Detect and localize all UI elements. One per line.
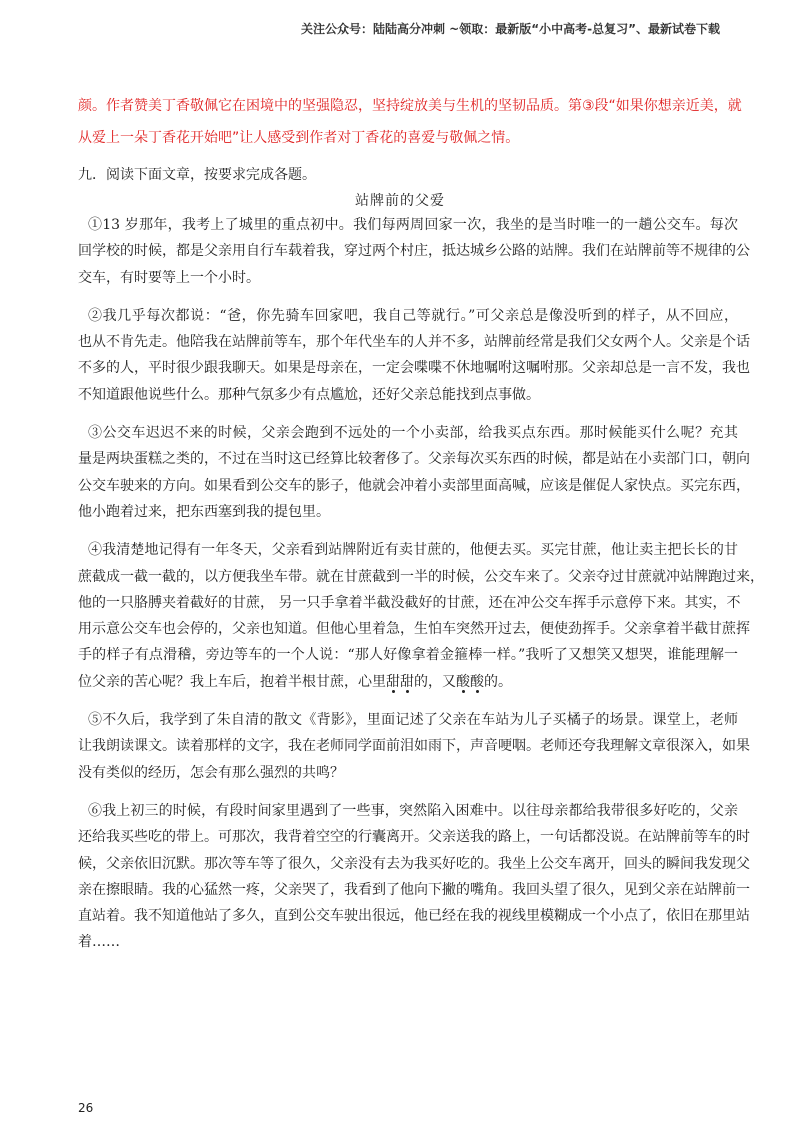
paragraph-line: 蔗截成一截一截的，以方便我坐车带。就在甘蔗截到一半的时候，公交车来了。父亲夺过甘蔗就冲站牌跑过来， <box>78 568 764 585</box>
emphasis-char: 甜 <box>386 673 400 690</box>
article-title: 站牌前的父爱 <box>355 193 445 209</box>
paragraph-line: 还给我买些吃的带上。可那次，我背着空空的行囊离开。父亲送我的路上，一句话都没说。在站牌前等车的时 <box>78 829 750 846</box>
emphasis-char: 酸 <box>470 673 484 690</box>
paragraph-line: 他小跑着过来，把东西塞到我的提包里。 <box>78 503 330 520</box>
paragraph-1 <box>78 212 750 291</box>
paragraph-5 <box>78 707 750 786</box>
paragraph-line: ④我清楚地记得有一年冬天，父亲看到站牌附近有卖甘蔗的，他便去买。买完甘蔗，他让卖主把长长的甘 <box>88 542 738 559</box>
paragraph-line: 着…… <box>78 934 120 951</box>
paragraph-2 <box>78 303 750 408</box>
paragraph-line-with-dots <box>78 669 738 695</box>
question-title: 九．阅读下面文章，按要求完成各题。 <box>78 167 316 183</box>
emphasis-char: 甜 <box>400 673 414 690</box>
paragraph-line: 手的样子有点滑稽，旁边等车的一个人说：“那人好像拿着金箍棒一样。”我听了又想笑又想哭，谁能理解一 <box>78 647 738 664</box>
paragraph-line: 交车，有时要等上一个小时。 <box>78 269 260 286</box>
paragraph-line: 量是两块蛋糕之类的，不过在当时这已经算比较奢侈了。父亲每次买东西的时候，都是站在小卖部门口，朝向 <box>78 451 750 468</box>
paragraph-4 <box>78 537 764 695</box>
paragraph-line: 也从不肯先走。他陪我在站牌前等车，那个年代坐车的人并不多，站牌前经常是我们父女两个人。父亲是个话 <box>78 334 750 351</box>
paragraph-line: 亲在擦眼睛。我的心猛然一疼，父亲哭了，我看到了他向下撇的嘴角。我回头望了很久，见到父亲在站牌前一 <box>78 881 750 898</box>
paragraph-line: 不知道跟他说些什么。那种气氛多少有点尴尬，还好父亲总能找到点事做。 <box>78 386 540 403</box>
paragraph-line: 直站着。我不知道他站了多久，直到公交车驶出很远，他已经在我的视线里模糊成一个小点了，依旧在那里站 <box>78 908 750 925</box>
paragraph-line: ③公交车迟迟不来的时候，父亲会跑到不远处的一个小卖部，给我买点东西。那时候能买什么呢？充其 <box>88 425 738 442</box>
page-header: 关注公众号：陆陆高分冲刺 ~领取：最新版“小中高考-总复习”、最新试卷下载 <box>301 22 720 36</box>
paragraph-line: ⑥我上初三的时候，有段时间家里遇到了一些事，突然陷入困难中。以往母亲都给我带很多好吃的，父亲 <box>88 802 738 819</box>
paragraph-text: 的，又 <box>414 673 456 690</box>
paragraph-line: 候，父亲依旧沉默。那次等车等了很久，父亲没有去为我买好吃的。我坐上公交车离开，回头的瞬间我发现父 <box>78 855 750 872</box>
emphasis-char: 酸 <box>456 673 470 690</box>
paragraph-line: 让我朗读课文。读着那样的文字，我在老师同学面前泪如雨下，声音哽咽。老师还夸我理解文章很深入，如果 <box>78 738 750 755</box>
paragraph-6 <box>78 798 750 956</box>
paragraph-line: 用示意公交车也会停的，父亲也知道。但他心里着急，生怕车突然开过去，便使劲挥手。父亲拿着半截甘蔗挥 <box>78 621 750 638</box>
dotted-word-sour <box>456 674 484 690</box>
page-number: 26 <box>78 1101 94 1115</box>
paragraph-line: 他的一只胳膊夹着截好的甘蔗， 另一只手拿着半截没截好的甘蔗，还在冲公交车挥手示意停下来。其实，不 <box>78 594 741 611</box>
paragraph-line: ①13 岁那年，我考上了城里的重点初中。我们每两周回家一次，我坐的是当时唯一的一趟公交车。每次 <box>88 217 738 233</box>
article-body <box>78 212 764 968</box>
paragraph-line: ②我几乎每次都说：“爸，你先骑车回家吧，我自己等就行。”可父亲总是像没听到的样子，从不回应， <box>88 307 738 324</box>
paragraph-line: 没有类似的经历，怎会有那么强烈的共鸣？ <box>78 764 344 781</box>
paragraph-text: 的。 <box>484 673 512 690</box>
paragraph-text: 位父亲的苦心呢？我上车后，抱着半根甘蔗，心里 <box>78 673 386 690</box>
answer-line-2: 从爱上一朵丁香花开始吧”让人感受到作者对丁香花的喜爱与敬佩之情。 <box>78 130 520 146</box>
dotted-word-sweet <box>386 674 414 690</box>
paragraph-line: 回学校的时候，都是父亲用自行车载着我，穿过两个村庄，抵达城乡公路的站牌。我们在站牌前等不规律的公 <box>78 243 750 260</box>
paragraph-line: ⑤不久后，我学到了朱自清的散文《背影》，里面记述了父亲在车站为儿子买橘子的场景。课堂上，老师 <box>88 712 738 729</box>
paragraph-line: 公交车驶来的方向。如果看到公交车的影子，他就会冲着小卖部里面高喊，应该是催促人家快点。买完东西， <box>78 477 750 494</box>
paragraph-3 <box>78 420 750 525</box>
answer-line-1: 颜。作者赞美丁香敬佩它在困境中的坚强隐忍，坚持绽放美与生机的坚韧品质。第③段“如果你想亲近美，就 <box>78 98 742 114</box>
paragraph-line: 不多的人，平时很少跟我聊天。如果是母亲在，一定会喋喋不休地嘱咐这嘱咐那。父亲却总是一言不发，我也 <box>78 360 750 377</box>
